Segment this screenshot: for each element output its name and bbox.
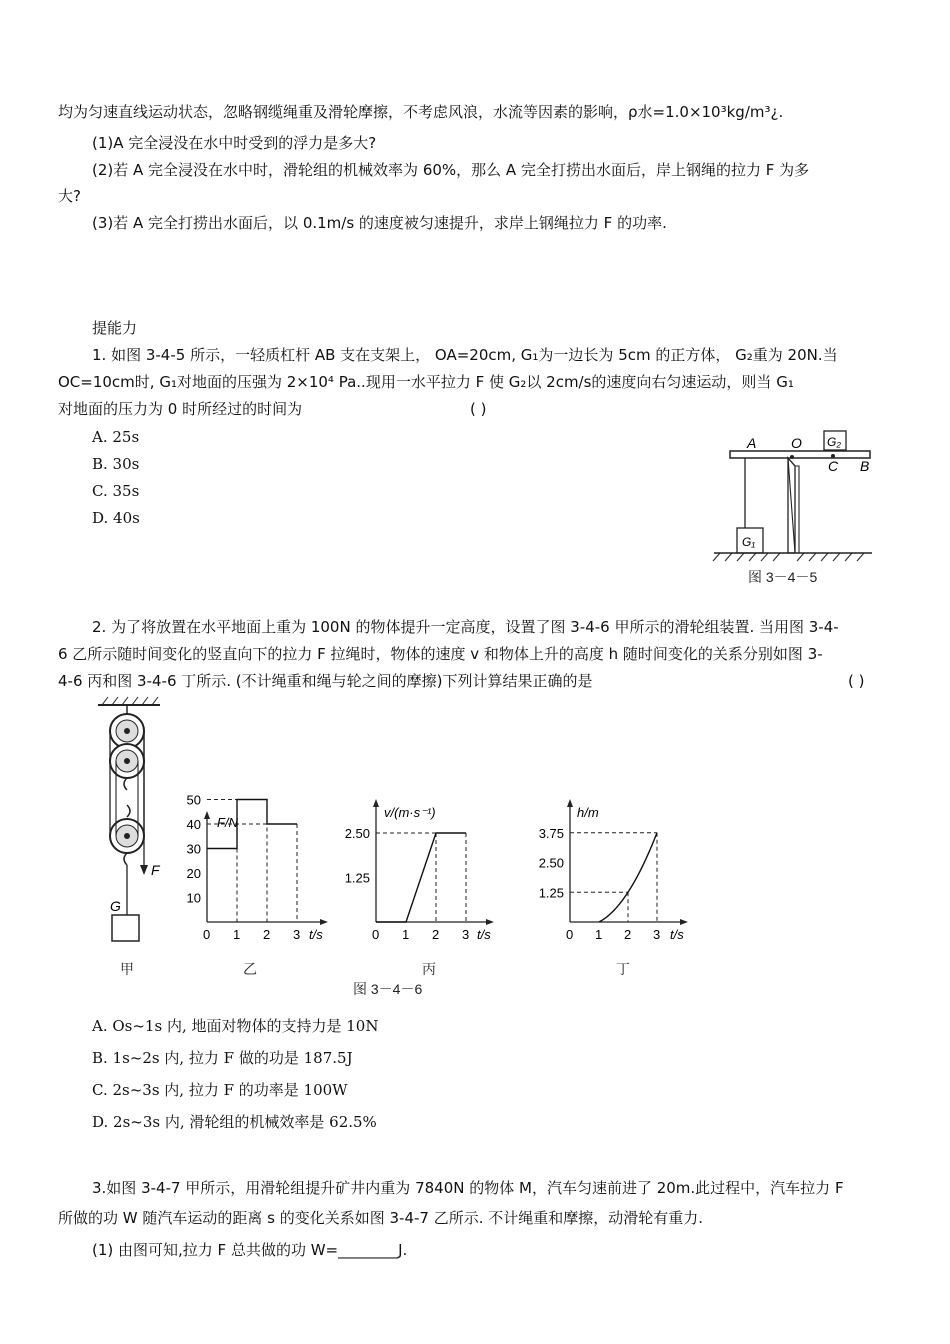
- problem-3-line-1: 3.如图 3-4-7 甲所示，用滑轮组提升矿井内重为 7840N 的物体 M，汽车匀速前进了 20m.此过程中，汽车拉力 F: [92, 1179, 844, 1197]
- option-c-1: C. 35s: [92, 482, 140, 500]
- question-2-cont: 大?: [58, 187, 81, 205]
- text-line-1: 均为匀速直线运动状态，忽略钢缆绳重及滑轮摩擦，不考虑风浪，水流等因素的影响，ρ水=1.0×10³kg/m³¿.: [58, 103, 784, 121]
- y-tick-label: 2.50: [344, 826, 370, 841]
- ding-tlabel: t/s: [670, 927, 684, 942]
- question-3: (3)若 A 完全打捞出水面后，以 0.1m/s 的速度被匀速提升，求岸上钢绳拉力 F 的功率.: [92, 214, 667, 232]
- y-tick-label: 2.50: [538, 855, 564, 871]
- option-d-1: D. 40s: [92, 509, 140, 527]
- problem-1-line-2: OC=10cm时, G₁对地面的压强为 2×10⁴ Pa..现用一水平拉力 F 使 G₂以 2cm/s的速度向右匀速运动，则当 G₁: [58, 373, 794, 391]
- option-b-2: B. 1s~2s 内, 拉力 F 做的功是 187.5J: [92, 1049, 353, 1067]
- x-tick-label: 3: [293, 927, 301, 942]
- label-c: C: [828, 458, 839, 474]
- y-tick-label: 1.25: [538, 885, 564, 901]
- question-1: (1)A 完全浸没在水中时受到的浮力是多大?: [92, 134, 377, 152]
- x-tick-label: 2: [432, 927, 440, 942]
- x-tick-label: 0: [372, 927, 380, 942]
- yi-ylabel: F/N: [217, 815, 238, 830]
- y-tick-label: 20: [186, 866, 201, 881]
- chart-ding: [539, 799, 688, 942]
- x-tick-label: 2: [624, 927, 632, 942]
- y-tick-label: 50: [186, 792, 201, 808]
- option-d-2: D. 2s~3s 内, 滑轮组的机械效率是 62.5%: [92, 1113, 377, 1131]
- section-heading: 提能力: [92, 319, 138, 337]
- chart-yi: [187, 793, 328, 943]
- chart-bing: [345, 799, 494, 942]
- figure-3-4-6: [90, 693, 710, 1003]
- label-ding: 丁: [616, 961, 630, 977]
- label-o: O: [791, 435, 802, 451]
- yi-tlabel: t/s: [309, 927, 323, 942]
- problem-3-line-2: 所做的功 W 随汽车运动的距离 s 的变化关系如图 3-4-7 乙所示. 不计绳重和摩擦，动滑轮有重力.: [58, 1209, 704, 1227]
- bing-ylabel: v/(m·s⁻¹): [384, 805, 436, 820]
- answer-bracket-1: ( ): [470, 400, 487, 418]
- answer-bracket-2: ( ): [848, 672, 865, 690]
- x-tick-label: 0: [203, 927, 211, 942]
- problem-2-line-3: 4-6 丙和图 3-4-6 丁所示. (不计绳重和绳与轮之间的摩擦)下列计算结果正确的是: [58, 672, 593, 690]
- x-tick-label: 2: [263, 927, 271, 942]
- problem-1-line-3: 对地面的压力为 0 时所经过的时间为: [58, 400, 303, 418]
- problem-3-line-3: (1) 由图可知,拉力 F 总共做的功 W=________J.: [92, 1241, 408, 1259]
- x-tick-label: 0: [566, 927, 574, 942]
- y-tick-label: 40: [186, 817, 201, 832]
- label-b: B: [860, 458, 870, 474]
- y-tick-label: 10: [186, 890, 201, 906]
- label-yi: 乙: [243, 961, 257, 977]
- option-c-2: C. 2s~3s 内, 拉力 F 的功率是 100W: [92, 1081, 348, 1099]
- x-tick-label: 1: [233, 927, 241, 942]
- option-a-1: A. 25s: [92, 428, 140, 446]
- y-tick-label: 3.75: [538, 825, 564, 841]
- bing-tlabel: t/s: [477, 927, 491, 942]
- label-g2: G₂: [827, 435, 841, 449]
- x-tick-label: 3: [462, 927, 470, 942]
- label-g1: G₁: [742, 535, 756, 549]
- y-tick-label: 1.25: [344, 870, 370, 886]
- label-bing: 丙: [422, 961, 436, 977]
- y-tick-label: 30: [186, 841, 201, 857]
- option-a-2: A. Os~1s 内, 地面对物体的支持力是 10N: [92, 1017, 379, 1035]
- label-jia: 甲: [120, 961, 134, 977]
- label-g: G: [110, 898, 121, 914]
- label-f: F: [151, 862, 160, 878]
- option-b-1: B. 30s: [92, 455, 140, 473]
- x-tick-label: 1: [402, 927, 410, 942]
- question-2: (2)若 A 完全浸没在水中时，滑轮组的机械效率为 60%，那么 A 完全打捞出水面后，岸上钢绳的拉力 F 为多: [92, 161, 810, 179]
- series-line: [376, 833, 466, 922]
- figure-caption-3-4-5: 图 3－4－5: [748, 569, 818, 585]
- x-tick-label: 3: [653, 927, 661, 942]
- ding-ylabel: h/m: [577, 805, 599, 820]
- problem-1-line-1: 1. 如图 3-4-5 所示，一轻质杠杆 AB 支在支架上， OA=20cm, G₁为一边长为 5cm 的正方体， G₂重为 20N.当: [92, 346, 838, 364]
- pulley-system: [98, 697, 161, 941]
- x-tick-label: 1: [595, 927, 603, 942]
- figure-caption-3-4-6: 图 3－4－6: [353, 981, 423, 997]
- figure-3-4-5: [700, 420, 900, 595]
- label-a: A: [747, 435, 757, 451]
- problem-2-line-1: 2. 为了将放置在水平地面上重为 100N 的物体提升一定高度，设置了图 3-4-6 甲所示的滑轮组装置. 当用图 3-4-: [92, 618, 839, 636]
- problem-2-line-2: 6 乙所示随时间变化的竖直向下的拉力 F 拉绳时，物体的速度 v 和物体上升的高度 h 随时间变化的关系分别如图 3-: [58, 645, 823, 663]
